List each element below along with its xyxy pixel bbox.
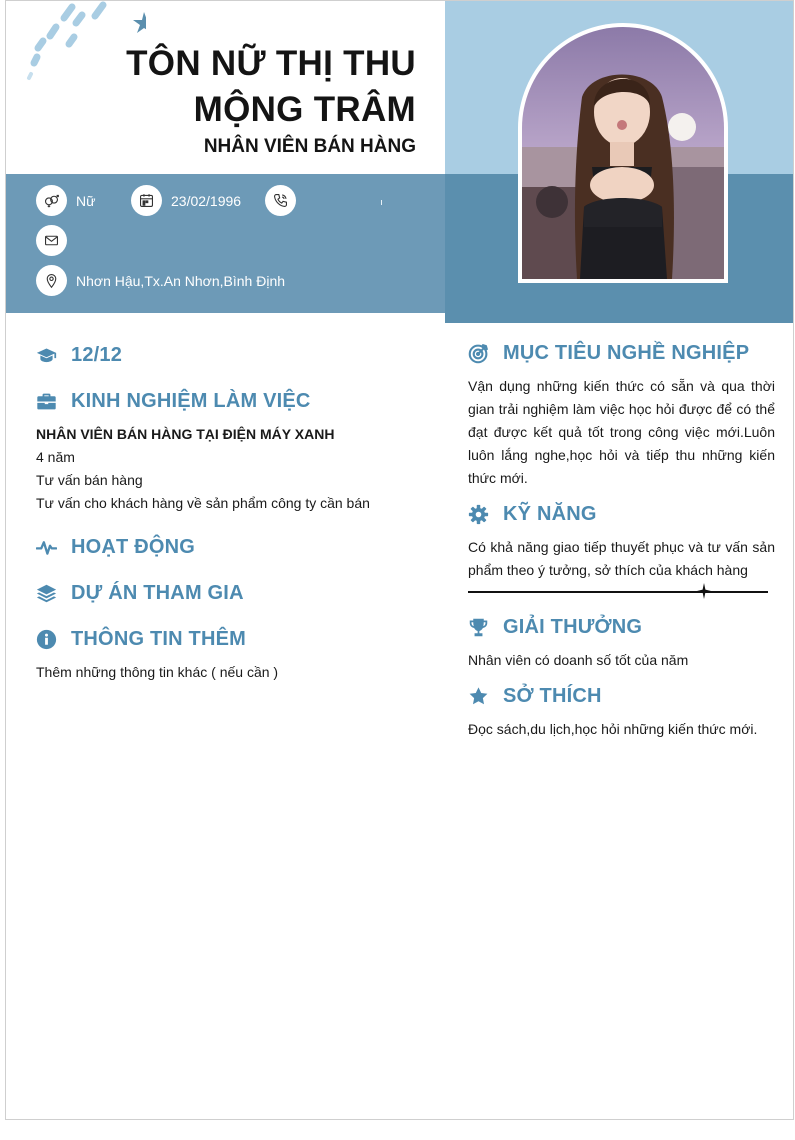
map-pin-icon [36, 265, 67, 296]
info-circle-icon [36, 629, 57, 650]
contact-phone[interactable] [265, 185, 305, 216]
contact-separator [381, 200, 382, 205]
more-info-text: Thêm những thông tin khác ( nếu cần ) [36, 664, 279, 680]
graduation-cap-icon [36, 345, 57, 366]
section-objective [468, 342, 749, 365]
experience-line1: Tư vấn bán hàng [36, 472, 143, 488]
gear-icon [468, 504, 489, 525]
gender-icon [36, 185, 67, 216]
layers-icon [36, 583, 57, 604]
section-awards [468, 616, 642, 639]
hobbies-title: SỞ THÍCH [503, 685, 602, 707]
projects-title: DỰ ÁN THAM GIA [71, 582, 244, 604]
objective-text: Vận dụng những kiến thức có sẵn và qua thời gian trải nghiệm làm việc học hỏi được để có thể đạt được kết quả tốt trong công việc mới.Luôn luôn lắng nghe,học hỏi và tiếp thu những kiến thức mới. [468, 378, 775, 486]
experience-line2: Tư vấn cho khách hàng về sản phẩm công ty cần bán [36, 495, 370, 511]
resume-page [5, 0, 794, 1120]
briefcase-icon [36, 391, 57, 412]
divider-star-icon [697, 583, 711, 599]
contact-birthday [131, 185, 241, 216]
experience-title: KINH NGHIỆM LÀM VIỆC [71, 390, 311, 412]
pulse-icon [36, 537, 57, 558]
experience-position: NHÂN VIÊN BÁN HÀNG TẠI ĐIỆN MÁY XANH [36, 426, 335, 442]
trophy-icon [468, 617, 489, 638]
more-info-title: THÔNG TIN THÊM [71, 628, 247, 650]
awards-title: GIẢI THƯỞNG [503, 616, 643, 638]
awards-text: Nhân viên có doanh số tốt của năm [468, 652, 689, 668]
skills-title: KỸ NĂNG [503, 503, 597, 525]
section-activities [36, 536, 195, 559]
activities-title: HOẠT ĐỘNG [71, 536, 196, 558]
decorative-star-shape [133, 12, 146, 33]
education-title: 12/12 [71, 344, 123, 366]
section-projects [36, 582, 244, 605]
experience-duration: 4 năm [36, 449, 75, 465]
envelope-icon [36, 225, 67, 256]
star-icon [468, 686, 489, 707]
calendar-icon [131, 185, 162, 216]
contact-address [36, 265, 285, 296]
skills-text: Có khả năng giao tiếp thuyết phục và tư vấn sản phẩm theo ý tưởng, sở thích của khách hàng [468, 539, 775, 578]
decorative-strokes [6, 1, 146, 101]
phone-icon [265, 185, 296, 216]
contact-email[interactable] [36, 225, 76, 256]
gender-text: Nữ [76, 192, 96, 209]
section-more-info [36, 628, 246, 651]
profile-photo-illustration [522, 27, 724, 279]
section-divider [468, 591, 768, 593]
profile-photo [522, 27, 724, 279]
candidate-name-line2: MỘNG TRÂM [193, 90, 416, 129]
address-text: Nhơn Hậu,Tx.An Nhơn,Bình Định [76, 272, 286, 289]
objective-title: MỤC TIÊU NGHỀ NGHIỆP [503, 342, 750, 364]
section-skills [468, 503, 597, 526]
candidate-name-line1: TÔN NỮ THỊ THU [126, 44, 416, 83]
contact-gender [36, 185, 95, 216]
section-hobbies [468, 685, 602, 708]
candidate-name [126, 41, 416, 133]
section-experience [36, 390, 311, 413]
birthday-text: 23/02/1996 [171, 192, 242, 209]
profile-photo-frame [518, 23, 728, 283]
target-icon [468, 343, 489, 364]
job-title: NHÂN VIÊN BÁN HÀNG [203, 136, 416, 157]
section-education [36, 344, 122, 367]
hobbies-text: Đọc sách,du lịch,học hỏi những kiến thức mới. [468, 721, 758, 737]
